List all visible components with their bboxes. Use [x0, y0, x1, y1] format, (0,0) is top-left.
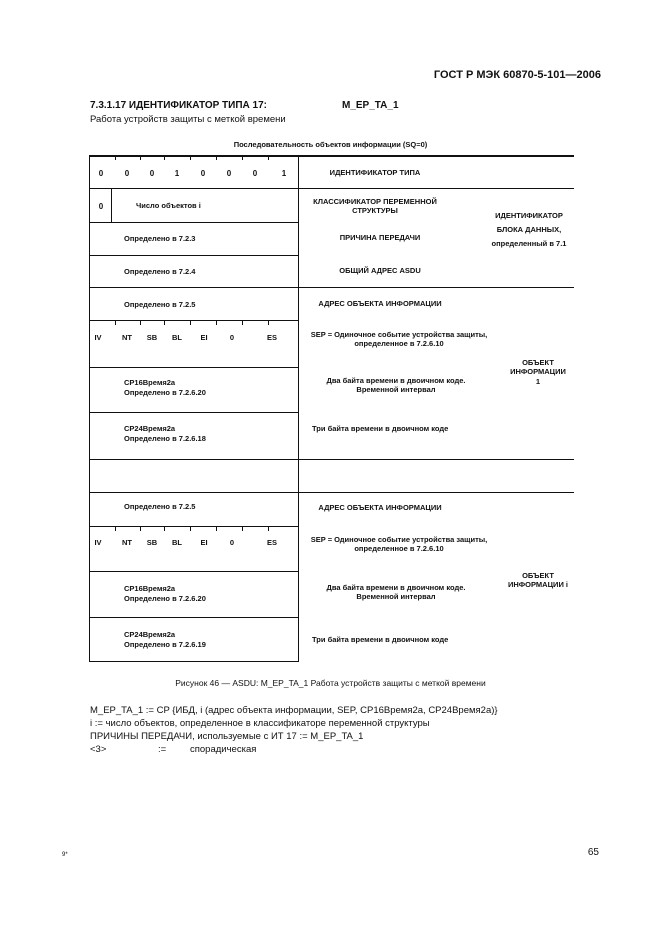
cp24-name: CP24Время2а — [124, 630, 176, 639]
section-subtitle: Работа устройств защиты с меткой времени — [90, 114, 286, 125]
cp16-name: CP16Время2а — [124, 378, 176, 387]
sep-bit: 0 — [229, 538, 235, 547]
cot-label: ПРИЧИНА ПЕРЕДАЧИ — [339, 233, 421, 243]
object-i-label: ОБЪЕКТ ИНФОРМАЦИИ i — [507, 570, 569, 589]
cp16-name: CP16Время2а — [124, 584, 176, 593]
sep-desc: SEP = Одиночное событие устройства защиты, определенное в 7.2.6.10 — [310, 535, 488, 554]
asdu-label: ОБЩИЙ АДРЕС ASDU — [339, 266, 421, 276]
type-bit: 0 — [200, 169, 206, 178]
sep-bit: BL — [172, 333, 182, 342]
sep-bit: ES — [266, 538, 277, 547]
type-bit: 0 — [98, 169, 104, 178]
cp24-desc: Три байта времени в двоичном коде — [312, 424, 449, 433]
type-id-label: ИДЕНТИФИКАТОР ТИПА — [329, 168, 421, 178]
document-header: ГОСТ Р МЭК 60870-5-101—2006 — [433, 69, 601, 81]
cp24-name: CP24Время2а — [124, 424, 176, 433]
type-bit: 0 — [226, 169, 232, 178]
definition-line: ПРИЧИНЫ ПЕРЕДАЧИ, используемые с ИТ 17 := M_EP_TA_1 — [90, 731, 364, 742]
cp24-desc: Три байта времени в двоичном коде — [312, 635, 449, 644]
sep-bit: SB — [146, 538, 158, 547]
sq-bit: 0 — [98, 202, 104, 211]
definition-line: i := число объектов, определенное в классификаторе переменной структуры — [90, 718, 430, 729]
sep-bit: 0 — [229, 333, 235, 342]
page-number: 65 — [587, 847, 599, 858]
sep-bit: ES — [266, 333, 277, 342]
dui-label: ИДЕНТИФИКАТОР БЛОКА ДАННЫХ, определенный в 7.1 — [491, 210, 567, 249]
cot-def: Определено в 7.2.3 — [124, 234, 196, 243]
cp16-def: Определено в 7.2.6.20 — [124, 594, 206, 603]
cp16-desc: Два байта времени в двоичном коде. Временной интервал — [326, 376, 466, 395]
type-bit: 1 — [281, 169, 287, 178]
section-title: 7.3.1.17 ИДЕНТИФИКАТОР ТИПА 17: — [90, 100, 267, 111]
ioa-label: АДРЕС ОБЪЕКТА ИНФОРМАЦИИ — [318, 299, 442, 309]
sep-bit: SB — [146, 333, 158, 342]
cot-code-desc: спорадическая — [190, 744, 257, 755]
sep-bit: IV — [94, 333, 102, 342]
ioa-def: Определено в 7.2.5 — [124, 300, 196, 309]
type-bit: 0 — [252, 169, 258, 178]
cot-code: <3> — [90, 744, 107, 755]
sep-bit: BL — [172, 538, 182, 547]
cp24-def: Определено в 7.2.6.18 — [124, 434, 206, 443]
num-objects: Число объектов i — [136, 201, 201, 210]
figure-caption: Рисунок 46 — ASDU: M_EP_TA_1 Работа устройств защиты с меткой времени — [175, 678, 486, 688]
ioa-label: АДРЕС ОБЪЕКТА ИНФОРМАЦИИ — [318, 503, 442, 513]
sep-bit: EI — [200, 333, 208, 342]
sep-bit: IV — [94, 538, 102, 547]
section-code: M_EP_TA_1 — [342, 100, 399, 111]
table-caption: Последовательность объектов информации (SQ=0) — [233, 140, 428, 149]
cot-assign: := — [158, 744, 167, 755]
cp16-def: Определено в 7.2.6.20 — [124, 388, 206, 397]
asdu-def: Определено в 7.2.4 — [124, 267, 196, 276]
type-bit: 0 — [124, 169, 130, 178]
definition-line: M_EP_TA_1 := CP {ИБД, i (адрес объекта информации, SEP, CP16Время2а, CP24Время2а)} — [90, 705, 498, 716]
object-1-label: ОБЪЕКТ ИНФОРМАЦИИ 1 — [510, 357, 566, 386]
vsq-label: КЛАССИФИКАТОР ПЕРЕМЕННОЙ СТРУКТУРЫ — [313, 196, 437, 215]
ioa-def: Определено в 7.2.5 — [124, 502, 196, 511]
sep-desc: SEP = Одиночное событие устройства защиты, определенное в 7.2.6.10 — [310, 330, 488, 349]
cp16-desc: Два байта времени в двоичном коде. Временной интервал — [326, 583, 466, 602]
sep-bit: NT — [122, 333, 132, 342]
type-bit: 1 — [174, 169, 180, 178]
cp24-def: Определено в 7.2.6.19 — [124, 640, 206, 649]
footer-mark: 9* — [62, 852, 68, 858]
type-bit: 0 — [149, 169, 155, 178]
sep-bit: NT — [122, 538, 132, 547]
sep-bit: EI — [200, 538, 208, 547]
